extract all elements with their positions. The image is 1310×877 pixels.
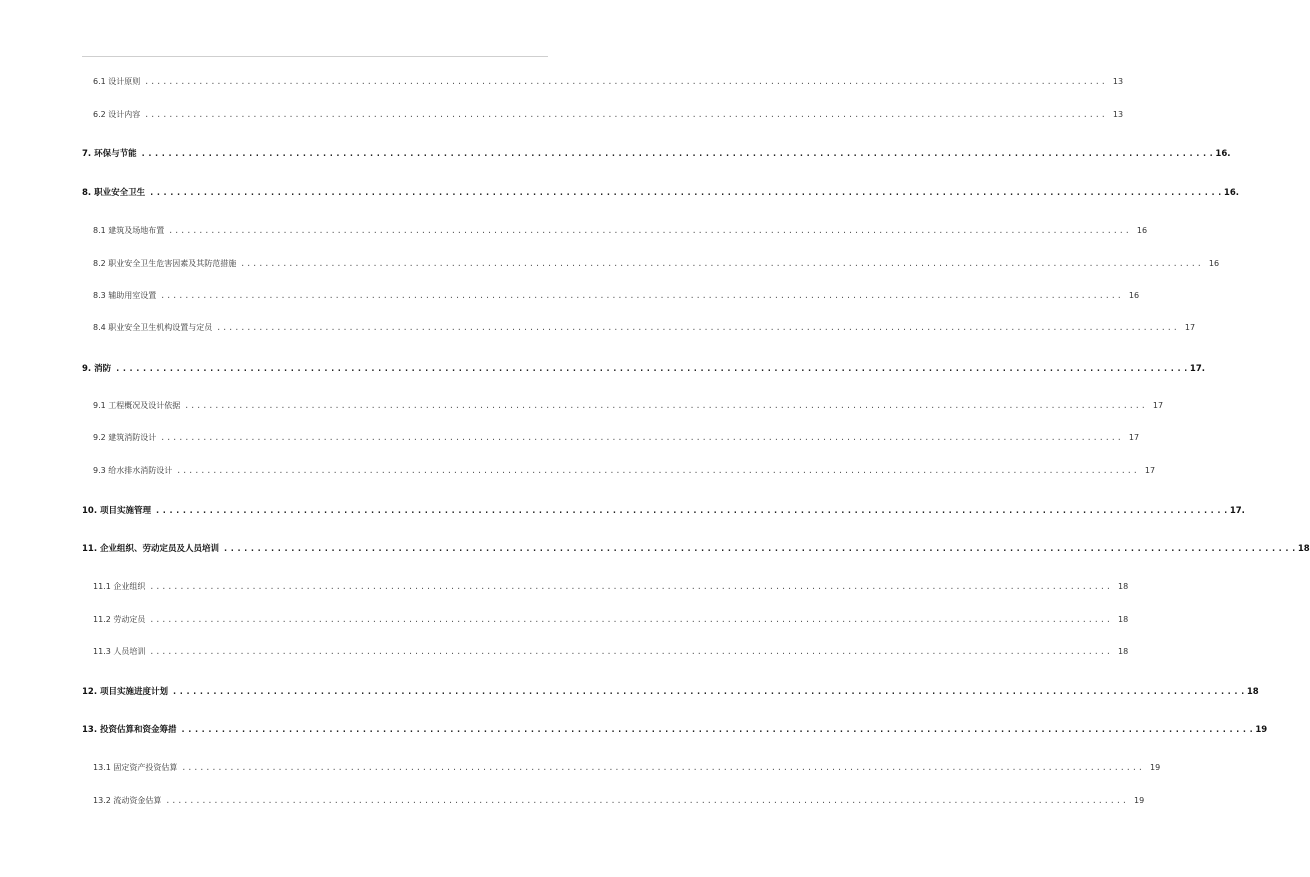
toc-page-number: 18 <box>1117 647 1129 656</box>
toc-entry[interactable] <box>82 542 1310 554</box>
toc-entry-label: 6.1 设计原则 <box>93 77 141 86</box>
toc-leader: ................................................................................................................................................................ <box>165 796 1128 805</box>
toc-entry[interactable] <box>93 795 1145 806</box>
toc-page-number: 18 <box>1117 582 1129 591</box>
toc-leader: ................................................................................................................................................................ <box>184 401 1147 410</box>
toc-leader: ................................................................................................................................................................ <box>160 433 1123 442</box>
toc-entry-label: 9.1 工程概况及设计依据 <box>93 401 181 410</box>
toc-page-number: 17. <box>1189 364 1205 374</box>
toc-entry-label: 12. 项目实施进度计划 <box>82 687 169 697</box>
toc-entry-label: 9.2 建筑消防设计 <box>93 433 157 442</box>
toc-leader: ................................................................................................................................................................ <box>160 291 1123 300</box>
toc-page-number: 19 <box>1133 796 1145 805</box>
toc-entry-label: 13.2 流动资金估算 <box>93 796 162 805</box>
toc-entry[interactable] <box>82 723 1268 735</box>
toc-entry[interactable] <box>93 225 1148 236</box>
toc-page-number: 16. <box>1223 188 1239 198</box>
toc-entry-label: 6.2 设计内容 <box>93 110 141 119</box>
toc-leader: ................................................................................................................................................................ <box>176 466 1139 475</box>
toc-entry[interactable] <box>82 186 1239 198</box>
toc-entry[interactable] <box>93 762 1161 773</box>
toc-entry[interactable] <box>82 504 1245 516</box>
toc-entry[interactable] <box>93 400 1164 411</box>
toc-entry-label: 11. 企业组织、劳动定员及人员培训 <box>82 544 220 554</box>
toc-entry-label: 9.3 给水排水消防设计 <box>93 466 173 475</box>
toc-leader: ................................................................................................................................................................ <box>168 226 1131 235</box>
toc-leader: ................................................................................................................................................................ <box>149 582 1112 591</box>
toc-entry-label: 8.3 辅助用室设置 <box>93 291 157 300</box>
toc-entry-label: 8. 职业安全卫生 <box>82 188 146 198</box>
toc-leader: ................................................................................................................................................................ <box>149 615 1112 624</box>
toc-entry[interactable] <box>93 614 1129 625</box>
toc-leader: ................................................................................................................................................................ <box>144 77 1107 86</box>
toc-leader: ................................................................................................................................................................ <box>155 506 1230 516</box>
toc-entry[interactable] <box>93 465 1156 476</box>
toc-entry-label: 8.2 职业安全卫生危害因素及其防范措施 <box>93 259 237 268</box>
toc-entry-label: 8.1 建筑及场地布置 <box>93 226 165 235</box>
toc-leader: ................................................................................................................................................................ <box>149 188 1224 198</box>
toc-page-number: 18 <box>1297 544 1310 554</box>
toc-leader: ................................................................................................................................................................ <box>180 725 1256 735</box>
toc-entry-label: 8.4 职业安全卫生机构设置与定员 <box>93 323 213 332</box>
toc-entry[interactable] <box>82 147 1231 159</box>
toc-entry-label: 11.1 企业组织 <box>93 582 146 591</box>
toc-page-number: 16 <box>1128 291 1140 300</box>
toc-page-number: 19 <box>1149 763 1161 772</box>
toc-entry[interactable] <box>82 685 1259 697</box>
toc-entry-label: 11.3 人员培训 <box>93 647 146 656</box>
toc-entry-label: 9. 消防 <box>82 364 112 374</box>
toc-leader: ................................................................................................................................................................ <box>181 763 1144 772</box>
toc-page-number: 17 <box>1184 323 1196 332</box>
toc-page-number: 13 <box>1112 110 1124 119</box>
toc-leader: ................................................................................................................................................................ <box>172 687 1247 697</box>
toc-entry-label: 10. 项目实施管理 <box>82 506 152 516</box>
toc-leader: ................................................................................................................................................................ <box>115 364 1190 374</box>
toc-entry-label: 11.2 劳动定员 <box>93 615 146 624</box>
toc-page-number: 18 <box>1246 687 1259 697</box>
toc-leader: ................................................................................................................................................................ <box>149 647 1112 656</box>
toc-entry-label: 13.1 固定资产投资估算 <box>93 763 178 772</box>
toc-leader: ................................................................................................................................................................ <box>216 323 1179 332</box>
toc-entry-label: 7. 环保与节能 <box>82 149 137 159</box>
toc-entry-label: 13. 投资估算和资金筹措 <box>82 725 177 735</box>
toc-leader: ................................................................................................................................................................ <box>140 149 1216 159</box>
toc-page-number: 17. <box>1229 506 1245 516</box>
toc-entry[interactable] <box>93 109 1124 120</box>
toc-page-number: 19 <box>1255 725 1268 735</box>
toc-page-number: 18 <box>1117 615 1129 624</box>
toc-page-number: 16 <box>1136 226 1148 235</box>
toc-entry[interactable] <box>93 646 1129 657</box>
toc-leader: ................................................................................................................................................................ <box>144 110 1107 119</box>
toc-entry[interactable] <box>93 581 1129 592</box>
toc-page-number: 13 <box>1112 77 1124 86</box>
toc-entry[interactable] <box>93 322 1196 333</box>
toc-leader: ................................................................................................................................................................ <box>240 259 1203 268</box>
toc-leader: ................................................................................................................................................................ <box>223 544 1298 554</box>
toc-entry[interactable] <box>93 76 1124 87</box>
toc-page-number: 16 <box>1208 259 1220 268</box>
toc-entry[interactable] <box>82 362 1205 374</box>
toc-entry[interactable] <box>93 258 1220 269</box>
toc-page-number: 17 <box>1128 433 1140 442</box>
toc-page-number: 17 <box>1144 466 1156 475</box>
toc-entry[interactable] <box>93 290 1140 301</box>
toc-entry[interactable] <box>93 432 1140 443</box>
toc-page-number: 17 <box>1152 401 1164 410</box>
toc-page-number: 16. <box>1215 149 1231 159</box>
